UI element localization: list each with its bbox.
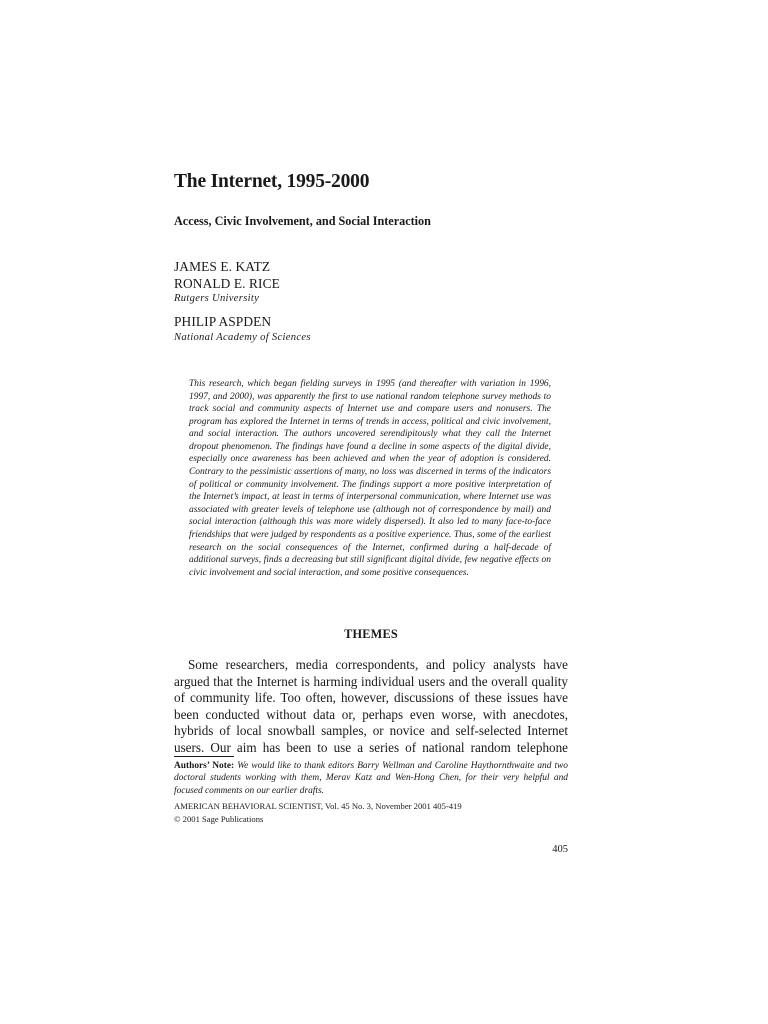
section-heading: THEMES — [344, 627, 398, 641]
copyright-line: © 2001 Sage Publications — [174, 813, 264, 824]
author-block — [174, 258, 311, 345]
author-affiliation: National Academy of Sciences — [174, 332, 311, 343]
footnote-divider — [174, 756, 234, 757]
abstract: This research, which began fielding surveys in 1995 (and thereafter with variation in 1996, 1997, and 2000), was apparently the first to use national random telephone survey methods to track social and community aspects of Internet use and compare users and nonusers. The program has explored the Internet in terms of trends in access, political and civic involvement, and social interaction. The authors uncovered serendipitously what they call the Internet dropout phenomenon. The findings have found a decline in some aspects of the digital divide, especially once awareness has been achieved and when the year of adoption is considered. Contrary to the pessimistic assertions of many, no loss was discerned in terms of the indicators of political or community involvement. The findings support a more positive interpretation of the Internet’s impact, at least in terms of interpersonal communication, where Internet use was associated with greater levels of telephone use (although not of correspondence by mail) and social interaction (although this was more widely dispersed). It also led to many face-to-face friendships that were judged by respondents as a positive experience. Thus, some of the earliest research on the social consequences of the Internet, confirmed during a half-decade of additional surveys, finds a decreasing but still significant digital divide, few negative effects on civic involvement and social interaction, and some positive consequences. — [189, 379, 551, 578]
author-affiliation: Rutgers University — [174, 293, 260, 304]
authors-note-label: Authors’ Note: — [174, 761, 235, 771]
authors-note — [174, 760, 568, 797]
article-title: The Internet, 1995-2000 — [174, 171, 370, 192]
journal-info — [174, 800, 462, 826]
article-subtitle: Access, Civic Involvement, and Social Interaction — [174, 214, 431, 228]
author-name: JAMES E. KATZ — [174, 259, 271, 274]
page-number: 405 — [552, 844, 568, 855]
journal-citation: AMERICAN BEHAVIORAL SCIENTIST, Vol. 45 No. 3, November 2001 405-419 — [174, 801, 462, 811]
authors-note-text: We would like to thank editors Barry Wellman and Caroline Haythornthwaite and two doctoral students working with them, Merav Katz and Wen-Hong Chen, for their very helpful and focused comments on our earlier drafts. — [174, 761, 568, 796]
body-paragraph: Some researchers, media correspondents, and policy analysts have argued that the Internet is harming individual users and the overall quality of community life. Too often, however, discussions of these issues have been conducted without data or, perhaps even worse, with anecdotes, hybrids of local snowball samples, or novice and self-selected Internet users. Our aim has been to use a series of national random telephone — [174, 657, 568, 755]
author-name: RONALD E. RICE — [174, 276, 280, 291]
author-name: PHILIP ASPDEN — [174, 314, 272, 329]
